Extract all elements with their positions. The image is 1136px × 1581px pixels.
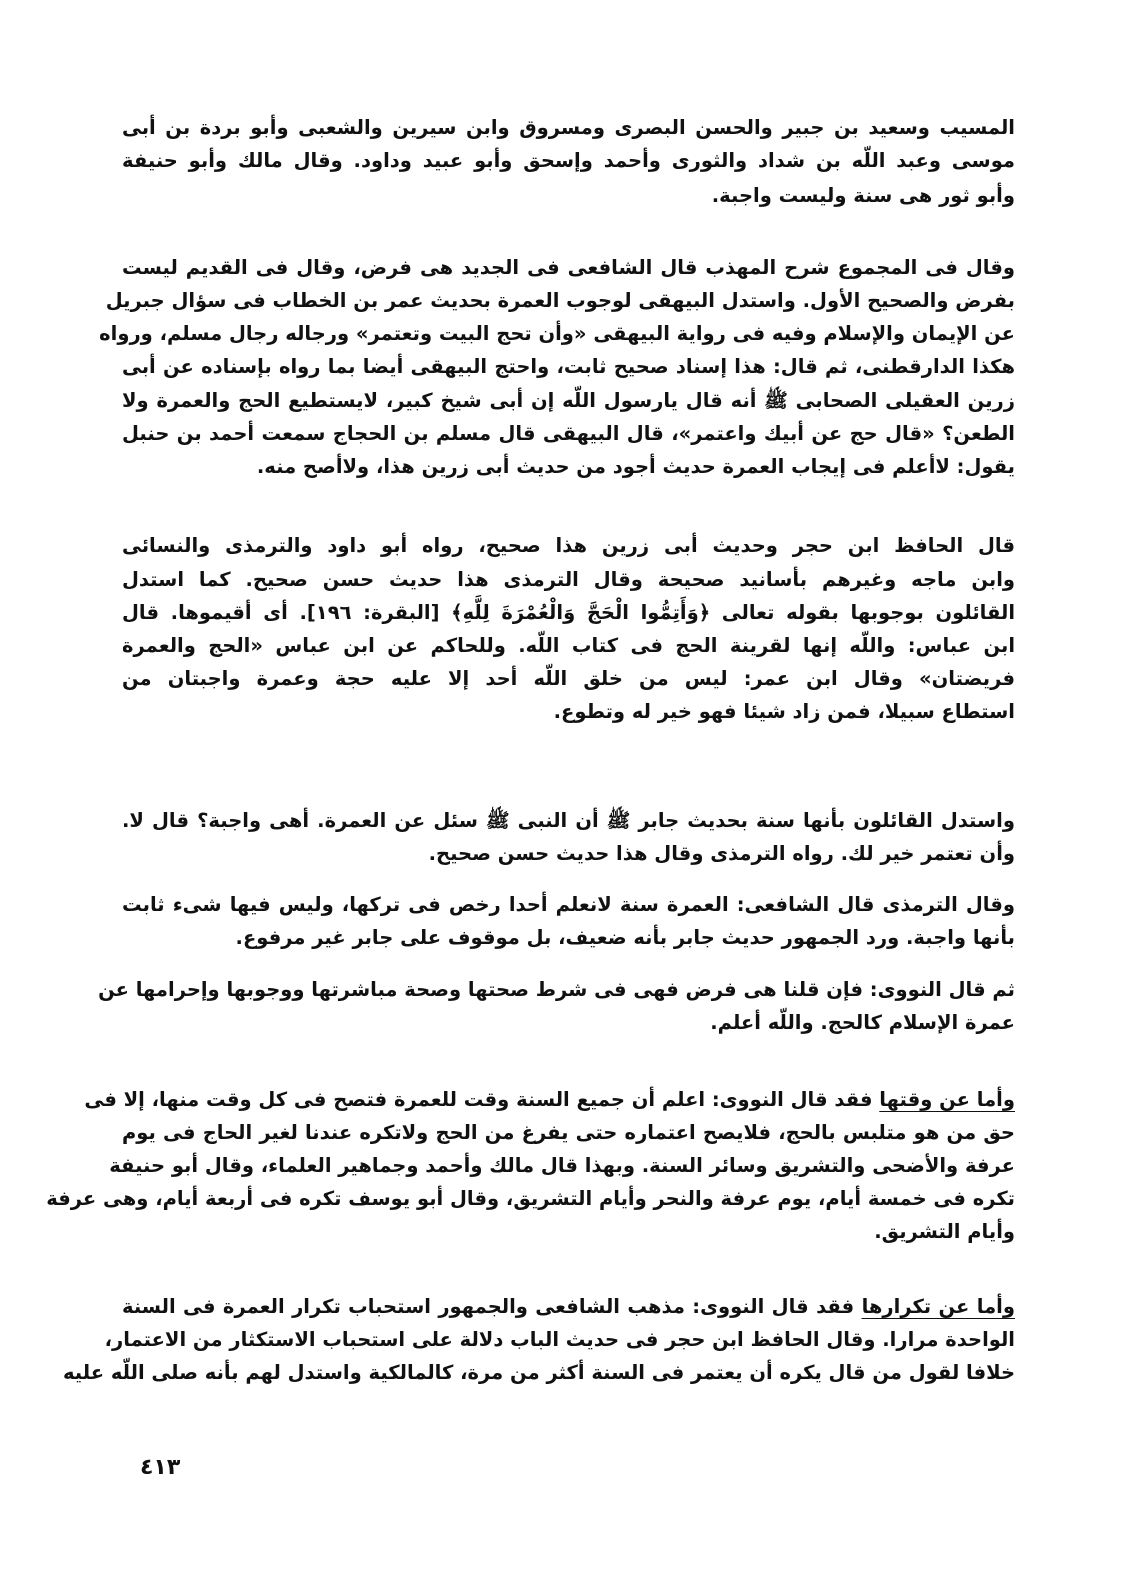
- text-line: [109, 1151, 1015, 1181]
- line-text: فريضتان» وقال ابن عمر: ليس من خلق اللّه أحد إلا عليه حجة وعمرة واجبتان من: [122, 667, 1015, 690]
- line-text: هكذا الدارقطنى، ثم قال: هذا إسناد صحيح ثابت، واحتج البيهقى أيضا بما رواه بإسناده عن أبى: [122, 355, 1015, 378]
- line-text: قال الحافظ ابن حجر وحديث أبى زرين هذا صحيح، رواه أبو داود والترمذى والنسائى: [122, 534, 1015, 557]
- text-line: [122, 565, 1015, 595]
- line-text: موسى وعبد اللّه بن شداد والثورى وأحمد وإسحق وأبو عبيد وداود. وقال مالك وأبو حنيفة: [122, 149, 1015, 172]
- text-line: [122, 113, 1015, 143]
- line-text: وابن ماجه وغيرهم بأسانيد صحيحة وقال الترمذى هذا حديث حسن صحيح. كما استدل: [122, 568, 1015, 591]
- line-text: ثم قال النووى: فإن قلنا هى فرض فهى فى شرط صحتها وصحة مباشرتها ووجوبها وإحرامها عن: [98, 978, 1015, 1001]
- line-text: وقال فى المجموع شرح المهذب قال الشافعى فى الجديد هى فرض، وقال فى القديم ليست: [122, 256, 1015, 279]
- page-number: ٤١٣: [140, 1455, 181, 1480]
- text-line: [122, 531, 1015, 561]
- text-line: [122, 664, 1015, 694]
- line-text: فقد قال النووى: مذهب الشافعى والجمهور استحباب تكرار العمرة فى السنة: [122, 1295, 862, 1318]
- line-text: الطعن؟ «قال حج عن أبيك واعتمر»، قال البيهقى قال مسلم بن الحجاج سمعت أحمد بن حنبل: [122, 422, 1015, 445]
- line-text: وقال الترمذى قال الشافعى: العمرة سنة لانعلم أحدا رخص فى تركها، وليس فيها شىء ثابت: [122, 893, 1015, 916]
- text-line: [122, 146, 1015, 176]
- text-line: [122, 386, 1015, 416]
- text-line: [105, 286, 1015, 316]
- line-text: تكره فى خمسة أيام، يوم عرفة والنحر وأيام التشريق، وقال أبو يوسف تكره فى أربعة أيام، وهى عرفة: [46, 1187, 1015, 1210]
- text-line: [98, 975, 1015, 1005]
- line-text: عرفة والأضحى والتشريق وسائر السنة. وبهذا قال مالك وأحمد وجماهير العلماء، وقال أبو حنيفة: [109, 1154, 1015, 1177]
- line-text: بفرض والصحيح الأول. واستدل البيهقى لوجوب العمرة بحديث عمر بن الخطاب فى سؤال جبريل: [105, 289, 1015, 312]
- line-text: وأيام التشريق.: [874, 1220, 1015, 1243]
- line-text: زرين العقيلى الصحابى ﷺ أنه قال يارسول اللّه إن أبى شيخ كبير، لايستطيع الحج والعمرة ولا: [122, 389, 1015, 412]
- text-line: [122, 452, 1015, 482]
- line-text: عمرة الإسلام كالحج. واللّه أعلم.: [710, 1011, 1015, 1034]
- text-line: [122, 181, 1015, 211]
- line-text: واستدل القائلون بأنها سنة بحديث جابر ﷺ أن النبى ﷺ سئل عن العمرة. أهى واجبة؟ قال لا.: [122, 809, 1015, 832]
- line-text: وأن تعتمر خير لك. رواه الترمذى وقال هذا حديث حسن صحيح.: [428, 842, 1015, 865]
- underlined-heading: وأما عن وقتها: [879, 1088, 1015, 1111]
- line-text: عن الإيمان والإسلام وفيه فى رواية البيهقى «وأن تحج البيت وتعتمر» ورجاله رجال مسلم، ورواه: [99, 322, 1015, 345]
- text-line: [122, 923, 1015, 953]
- text-line: [122, 1008, 1015, 1038]
- line-text: المسيب وسعيد بن جبير والحسن البصرى ومسروق وابن سيرين والشعبى وأبو بردة بن أبى: [122, 116, 1015, 139]
- text-line: [122, 1118, 1015, 1148]
- line-text: بأنها واجبة. ورد الجمهور حديث جابر بأنه ضعيف، بل موقوف على جابر غير مرفوع.: [235, 926, 1015, 949]
- line-text: وأبو ثور هى سنة وليست واجبة.: [711, 184, 1015, 207]
- text-line: [46, 1184, 1015, 1214]
- text-line: [62, 1358, 1015, 1388]
- text-line: [122, 1217, 1015, 1247]
- line-text: حق من هو متلبس بالحج، فلايصح اعتماره حتى يفرغ من الحج ولاتكره عندنا لغير الحاج فى يوم: [122, 1121, 1015, 1144]
- line-text: الواحدة مرارا. وقال الحافظ ابن حجر فى حديث الباب دلالة على استحباب الاستكثار من الاعتمار،: [104, 1328, 1015, 1351]
- line-text: فقد قال النووى: اعلم أن جميع السنة وقت للعمرة فتصح فى كل وقت منها، إلا فى: [84, 1088, 880, 1111]
- line-text: القائلون بوجوبها بقوله تعالى ﴿وَأَتِمُّوا الْحَجَّ وَالْعُمْرَةَ لِلَّهِ﴾ [البقرة: ١٩٦]. أى أقيموها. قال: [122, 601, 1015, 624]
- text-line: [122, 253, 1015, 283]
- text-line: [99, 319, 1015, 349]
- text-line: [104, 1325, 1015, 1355]
- underlined-heading: وأما عن تكرارها: [861, 1295, 1015, 1318]
- text-line: [122, 890, 1015, 920]
- line-text: يقول: لاأعلم فى إيجاب العمرة حديث أجود من حديث أبى زرين هذا، ولاأصح منه.: [256, 455, 1015, 478]
- text-line: [122, 697, 1015, 727]
- text-line: [122, 598, 1015, 628]
- text-line: [122, 352, 1015, 382]
- line-text: خلافا لقول من قال يكره أن يعتمر فى السنة أكثر من مرة، كالمالكية واستدل لهم بأنه صلى اللّه عليه: [62, 1361, 1015, 1384]
- text-line: [122, 839, 1015, 869]
- text-line: [122, 806, 1015, 836]
- text-line: [84, 1085, 1015, 1115]
- line-text: ابن عباس: واللّه إنها لقرينة الحج فى كتاب اللّه. وللحاكم عن ابن عباس «الحج والعمرة: [122, 634, 1015, 657]
- text-line: [122, 631, 1015, 661]
- text-line: [122, 1292, 1015, 1322]
- line-text: استطاع سبيلا، فمن زاد شيئا فهو خير له وتطوع.: [553, 700, 1015, 723]
- text-line: [122, 419, 1015, 449]
